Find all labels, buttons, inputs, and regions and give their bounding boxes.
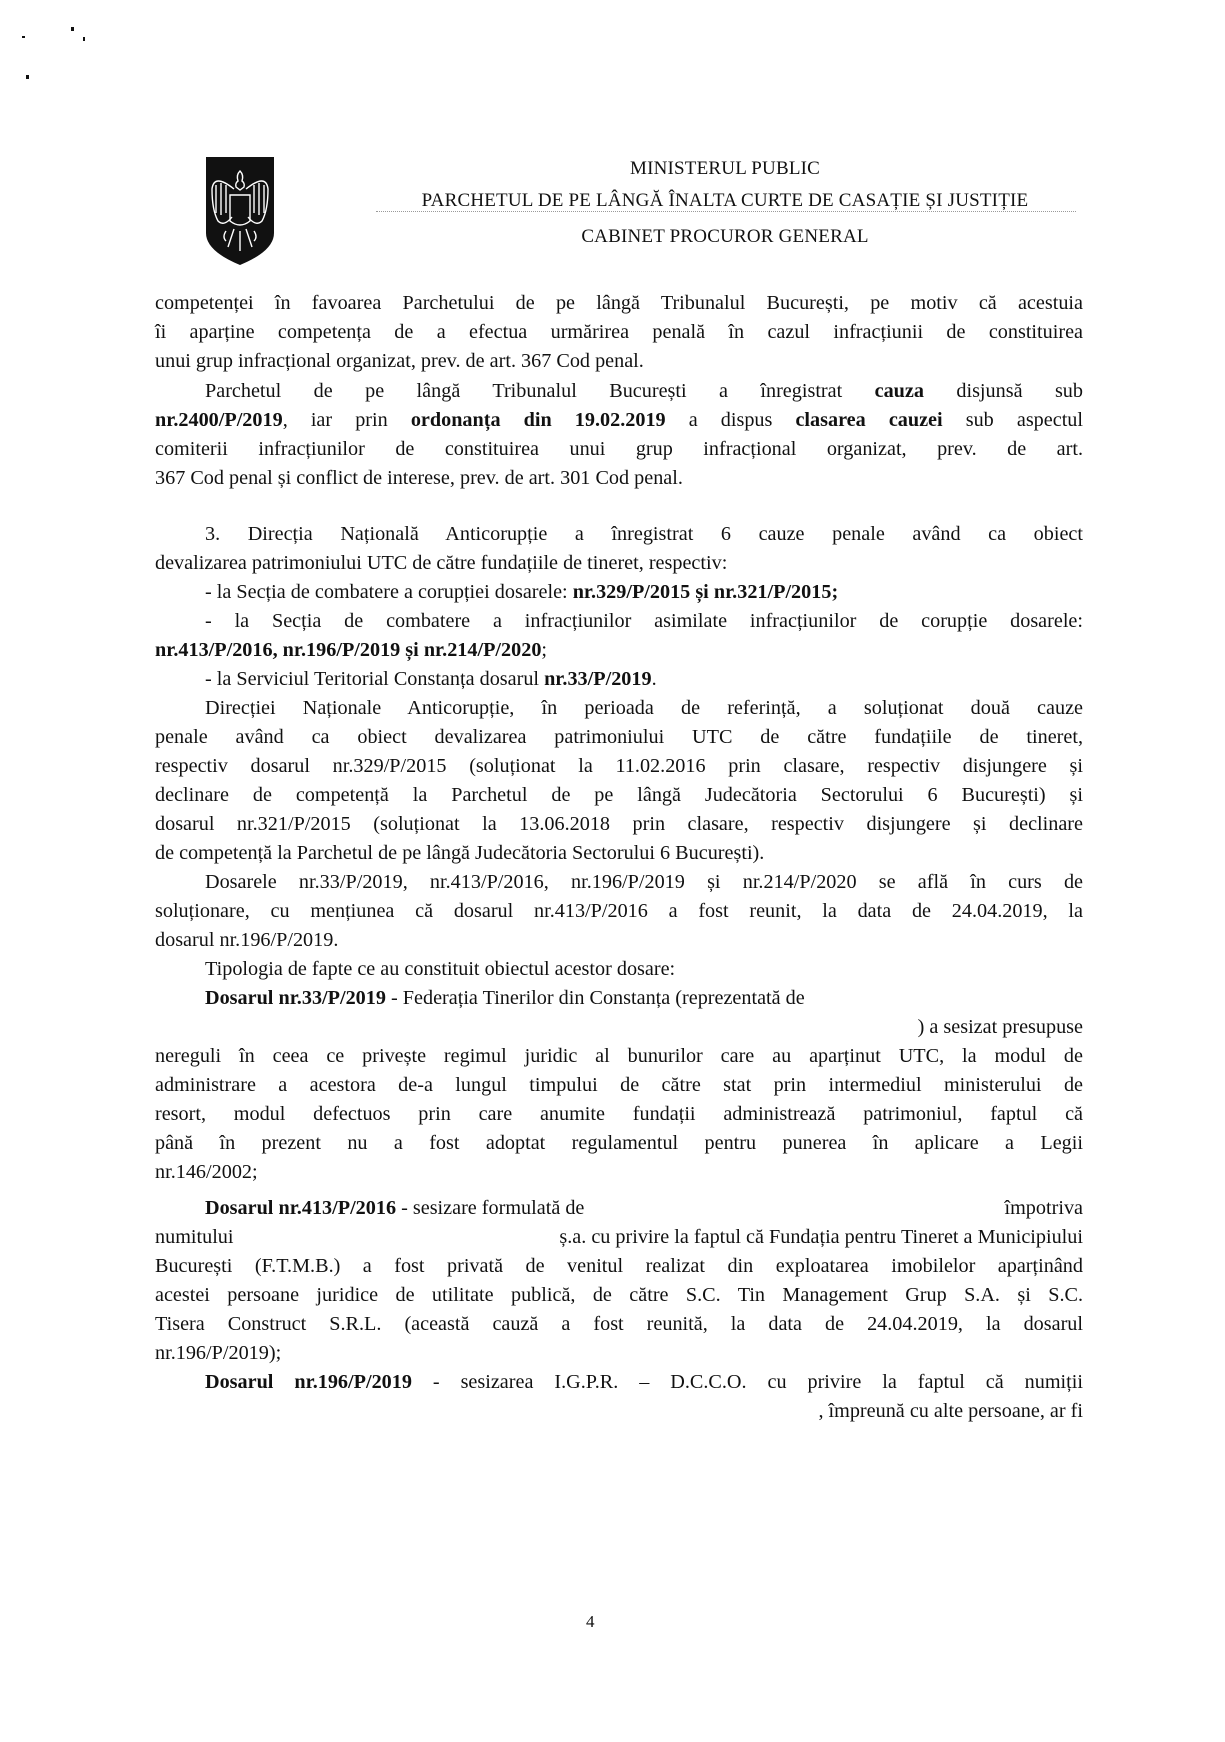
text-bold: ordonanța din 19.02.2019 <box>410 409 666 431</box>
case-label: Dosarul nr.413/P/2016 <box>205 1197 397 1219</box>
body-line: 367 Cod penal și conflict de interese, prev. de art. 301 Cod penal. <box>155 467 683 489</box>
list-item <box>205 665 1083 693</box>
list-item <box>205 578 1083 606</box>
text: ; <box>541 639 548 661</box>
text: - la Serviciul Teritorial Constanța dosarul <box>205 668 545 690</box>
body-line: dosarul nr.196/P/2019. <box>155 929 339 951</box>
body-line: Dosarele nr.33/P/2019, nr.413/P/2016, nr.196/P/2019 și nr.214/P/2020 se află în curs de <box>205 871 1083 893</box>
text: ) a sesizat presupuse <box>917 1016 1083 1038</box>
text: sub aspectul <box>942 409 1084 431</box>
body-line: penale având ca obiect devalizarea patrimoniului UTC de către fundațiile de tineret, <box>155 726 1083 748</box>
body-line: până în prezent nu a fost adoptat regulamentul pentru punerea în aplicare a Legii <box>155 1132 1083 1154</box>
text: Parchetul de pe lângă Tribunalul București a înregistrat <box>205 380 875 402</box>
body-line: îi aparține competența de a efectua urmărirea penală în cazul infracțiunii de constituirea <box>155 321 1083 343</box>
body-line: de competență la Parchetul de pe lângă Judecătoria Sectorului 6 București). <box>155 842 765 864</box>
scan-speck <box>83 37 85 41</box>
body-line <box>205 1368 1083 1396</box>
scan-speck <box>26 75 29 79</box>
body-line: comiterii infracțiunilor de constituirea unui grup infracțional organizat, prev. de art. <box>155 438 1083 460</box>
text: - sesizarea I.G.P.R. – D.C.C.O. cu privire la faptul că numiții <box>411 1371 1083 1393</box>
text: - Federația Tinerilor din Constanța (reprezentată de <box>385 987 805 1009</box>
body-line: 3. Direcția Națională Anticorupție a înregistrat 6 cauze penale având ca obiect <box>205 523 1083 545</box>
body-line: unui grup infracțional organizat, prev. de art. 367 Cod penal. <box>155 350 644 372</box>
scan-speck <box>22 36 25 38</box>
page-number: 4 <box>586 1612 595 1631</box>
scan-speck <box>71 27 74 31</box>
body-line: nr.196/P/2019); <box>155 1342 282 1364</box>
body-line: Tisera Construct S.R.L. (această cauză a fost reunită, la data de 24.04.2019, la dosarul <box>155 1313 1083 1335</box>
list-item: - la Secția de combatere a infracțiunilor asimilate infracțiunilor de corupție dosarele: <box>205 610 1083 632</box>
text-bold: cauza <box>874 380 924 402</box>
body-line: București (F.T.M.B.) a fost privată de venitul realizat din exploatarea imobilelor aparținând <box>155 1255 1083 1277</box>
case-numbers: nr.413/P/2016, nr.196/P/2019 și nr.214/P/2020 <box>155 639 542 661</box>
body-line-redacted <box>155 1397 1083 1425</box>
text: împotriva <box>1004 1197 1083 1219</box>
text: - sesizare formulată de <box>396 1197 585 1219</box>
case-number: nr.2400/P/2019 <box>155 409 283 431</box>
body-line: devalizarea patrimoniului UTC de către fundațiile de tineret, respectiv: <box>155 552 728 574</box>
case-label: Dosarul nr.33/P/2019 <box>205 987 386 1009</box>
text: . <box>651 668 657 690</box>
body-line: dosarul nr.321/P/2015 (soluționat la 13.06.2018 prin clasare, respectiv disjungere și declinare <box>155 813 1083 835</box>
body-line: respectiv dosarul nr.329/P/2015 (soluționat la 11.02.2016 prin clasare, respectiv disjungere și <box>155 755 1083 777</box>
body-line: Tipologia de fapte ce au constituit obiectul acestor dosare: <box>205 958 676 980</box>
body-line: acestei persoane juridice de utilitate publică, de către S.C. Tin Management Grup S.A. și S.C. <box>155 1284 1083 1306</box>
header-divider <box>376 211 1076 212</box>
coat-of-arms-icon <box>204 155 276 267</box>
body-line-redacted <box>155 1013 1083 1041</box>
body-line <box>205 377 1083 405</box>
text: , împreună cu alte persoane, ar fi <box>818 1400 1083 1422</box>
body-line: declinare de competență la Parchetul de pe lângă Judecătoria Sectorului 6 București) și <box>155 784 1083 806</box>
text-bold: clasarea cauzei <box>795 409 943 431</box>
text: disjunsă sub <box>923 380 1083 402</box>
text: - la Secția de combatere a corupției dosarele: <box>205 581 573 603</box>
body-line: administrare a acestora de-a lungul timpului de către stat prin intermediul ministerului de <box>155 1074 1083 1096</box>
list-item-cont <box>155 636 1083 664</box>
body-line-redacted <box>155 1223 1083 1251</box>
body-line: resort, modul defectuos prin care anumite fundații administrează patrimoniul, faptul că <box>155 1103 1083 1125</box>
body-line: Direcției Naționale Anticorupție, în perioada de referință, a soluționat două cauze <box>205 697 1083 719</box>
text-bold: și <box>690 581 714 603</box>
case-number: nr.329/P/2015 <box>572 581 691 603</box>
body-line <box>205 1194 1083 1222</box>
text: numitului <box>155 1226 234 1248</box>
text: , iar prin <box>282 409 411 431</box>
header-office: PARCHETUL DE PE LÂNGĂ ÎNALTA CURTE DE CASAȚIE ȘI JUSTIȚIE <box>421 190 1029 211</box>
body-line: competenței în favoarea Parchetului de pe lângă Tribunalul București, pe motiv că acestuia <box>155 292 1083 314</box>
body-line: nr.146/2002; <box>155 1161 258 1183</box>
case-number: nr.321/P/2015 <box>713 581 832 603</box>
body-line: soluționare, cu mențiunea că dosarul nr.413/P/2016 a fost reunit, la data de 24.04.2019, la <box>155 900 1083 922</box>
text: ș.a. cu privire la faptul că Fundația pentru Tineret a Municipiului <box>559 1226 1083 1248</box>
header-cabinet: CABINET PROCUROR GENERAL <box>581 226 869 247</box>
header-ministry: MINISTERUL PUBLIC <box>629 158 821 179</box>
text-bold: ; <box>831 581 839 603</box>
case-label: Dosarul nr.196/P/2019 <box>205 1371 412 1393</box>
body-line <box>205 984 1083 1012</box>
case-number: nr.33/P/2019 <box>544 668 652 690</box>
body-line: nereguli în ceea ce privește regimul juridic al bunurilor care au aparținut UTC, la modul de <box>155 1045 1083 1067</box>
text: a dispus <box>665 409 796 431</box>
body-line <box>155 406 1083 434</box>
